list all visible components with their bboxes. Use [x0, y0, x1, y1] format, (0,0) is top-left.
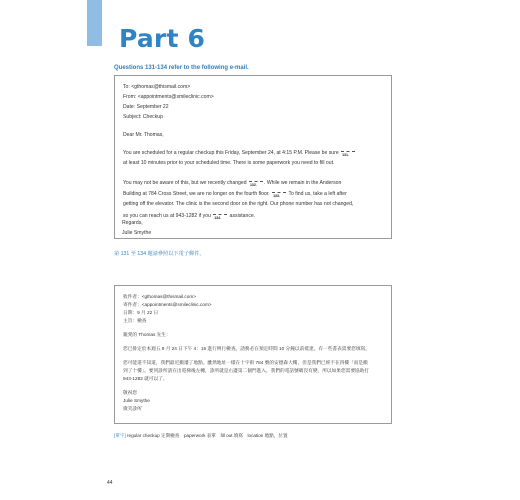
p2-text-a: You may not be aware of this, but we recently changed [123, 180, 247, 186]
email-from: From: <appointments@smileclinic.com> [123, 94, 214, 100]
p2-text-g: assistance. [229, 213, 256, 219]
vocabulary-text: regular checkup 定期檢查 paperwork 表單 fill out 填寫 location 地點，位置 [127, 433, 288, 438]
email-greeting: Dear Mr. Thomas, [123, 132, 164, 138]
blank-number: 134. [214, 216, 222, 220]
blank-number: 133. [273, 194, 280, 198]
email-paragraph-1-line-2: at least 10 minutes prior to your scheduled time. There is some paperwork you need to fill out. [123, 160, 335, 166]
cn-email-subject: 主旨：檢查 [123, 318, 147, 323]
p2-text-c: Building at 784 Cross Street, we are no longer on the fourth floor. [123, 191, 270, 197]
blank-133 [271, 190, 287, 198]
page-title: Part 6 [119, 24, 206, 53]
email-paragraph-2-line-1 [123, 179, 341, 186]
cn-email-signature-org: 微笑診所 [123, 406, 142, 411]
cn-email-greeting: 親愛的 Thomas 先生： [123, 332, 171, 337]
p2-text-d: To find us, take a left after [288, 191, 347, 197]
vocabulary-tag: [單字] [114, 433, 126, 438]
page-number: 44 [107, 480, 113, 486]
cn-email-paragraph-2-line-3: 943-1282 就可以了。 [123, 376, 168, 381]
email-signature-name: Julie Smythe [122, 230, 152, 236]
cn-email-from: 寄件者：<appointments@smileclinic.com> [123, 302, 212, 307]
email-subject: Subject: Checkup [123, 114, 163, 120]
email-paragraph-2-line-4 [123, 212, 255, 219]
p2-text-b: . While we remain in the Anderson [263, 180, 342, 186]
cn-email-date: 日期：9 月 22 日 [123, 310, 159, 315]
blank-131 [340, 149, 356, 157]
p1-text-a: You are scheduled for a regular checkup this Friday, September 24, at 4:15 P.M. Please be sure [123, 150, 339, 156]
email-paragraph-2-line-2 [123, 190, 347, 197]
question-instructions: Questions 131-134 refer to the following e-mail. [114, 65, 249, 71]
email-paragraph-2-line-3: getting off the elevator. The clinic is the second door on the right. Our phone number has not changed, [123, 201, 354, 207]
chinese-instructions: 第 131 至 134 題請參照以下電子郵件。 [114, 251, 205, 257]
email-box-chinese [114, 285, 392, 424]
blank-134 [212, 212, 228, 220]
email-date: Date: September 22 [123, 104, 169, 110]
email-to: To: <gthomas@thismail.com> [123, 84, 191, 90]
cn-email-paragraph-1: 您已排定於本週五 9 月 24 日下午 4：15 進行例行檢查。請務必在預定時間 10 分鐘以前抵達。有一些書表需要您填寫。 [123, 346, 370, 351]
cn-email-to: 收件者：<gthomas@thismail.com> [123, 294, 197, 299]
blank-number: 132. [249, 183, 257, 187]
cn-email-paragraph-2-line-2: 到了十樓」。要到診所請在出電梯後左轉，診所就是右邊第二個門進入。我們的電話號碼沒有變，所以如果您需要協助打 [123, 368, 370, 373]
header-tab-decoration [87, 0, 102, 46]
email-closing: Regards, [122, 220, 143, 226]
blank-132 [248, 179, 264, 187]
blank-number: 131. [342, 153, 349, 157]
cn-email-closing: 敬祝您 [123, 390, 138, 395]
email-paragraph-1-line-1 [123, 149, 356, 156]
cn-email-paragraph-2-line-1: 您可能還不知道，我們最近搬遷了地點。雖然地址一樣在十字街 784 號的安德森大樓，但是我們已經不在四樓「而是搬 [123, 360, 368, 365]
vocabulary-line [114, 433, 288, 439]
p2-text-f: so you can reach us at 943-1282 if you [123, 213, 211, 219]
email-box-english [114, 75, 392, 239]
cn-email-signature-name: Julie Smythe [123, 398, 150, 403]
